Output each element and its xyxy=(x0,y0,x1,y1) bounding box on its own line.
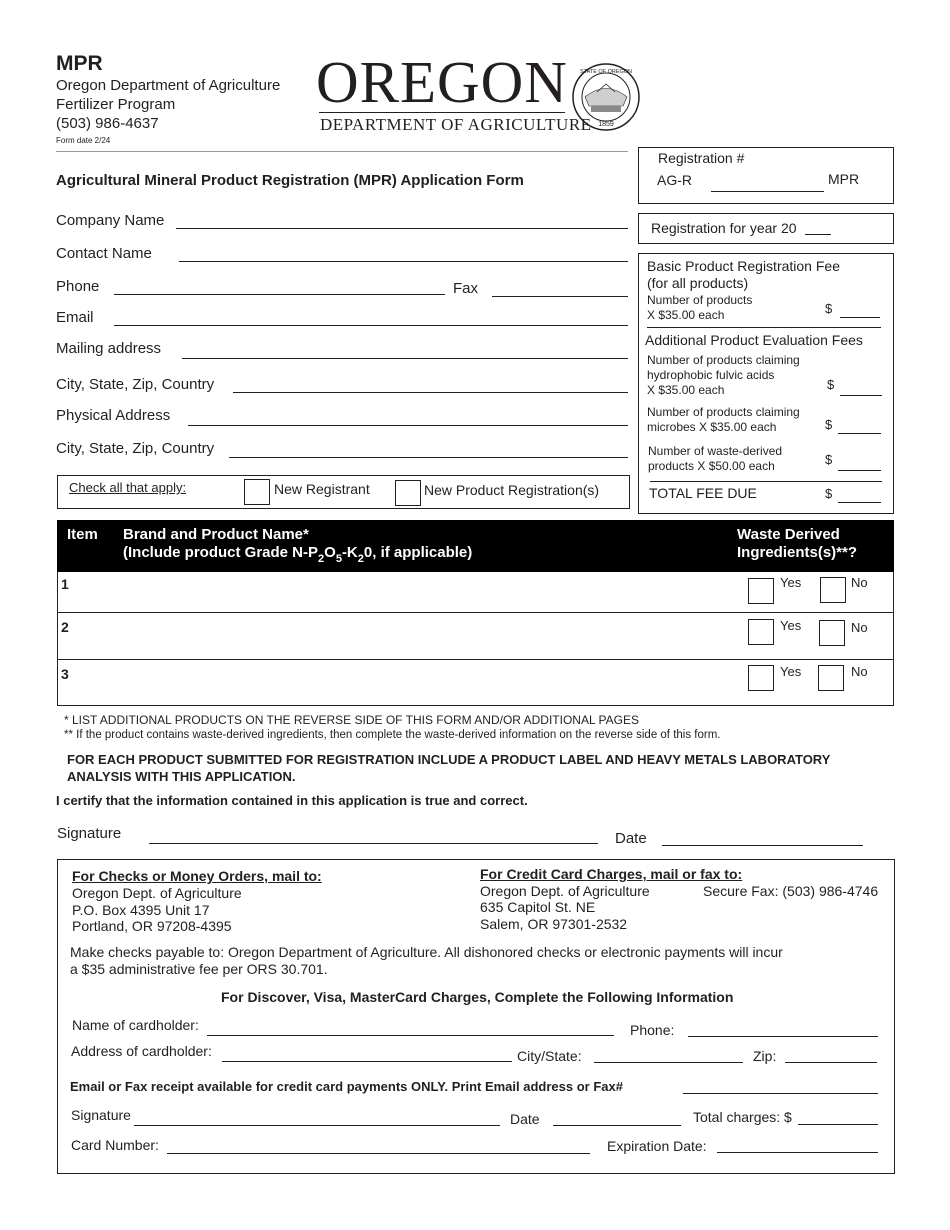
physical-city-field[interactable] xyxy=(229,457,628,458)
grade-suffix: , if applicable) xyxy=(372,544,473,561)
cardholder-name-label: Name of cardholder: xyxy=(72,1017,199,1033)
new-product-checkbox[interactable] xyxy=(395,480,421,506)
basic-rate-label: X $35.00 each xyxy=(647,308,725,322)
physical-address-label: Physical Address xyxy=(56,407,171,424)
mailing-city-label: City, State, Zip, Country xyxy=(56,376,215,393)
total-charges-field[interactable] xyxy=(798,1124,878,1125)
waste-label-1: Number of waste-derived xyxy=(648,444,783,458)
note-waste-derived: ** If the product contains waste-derived ingredients, then complete the waste-derived information on the reverse side of this form. xyxy=(64,729,721,741)
phone-label: Phone xyxy=(56,278,100,295)
brand-column-header: Brand and Product Name* xyxy=(123,526,309,543)
row-3-no-label: No xyxy=(851,664,868,679)
total-fee-label: TOTAL FEE DUE xyxy=(649,485,757,501)
cards-heading: For Discover, Visa, MasterCard Charges, Complete the Following Information xyxy=(221,989,734,1005)
form-code: MPR xyxy=(56,52,103,75)
card-date-field[interactable] xyxy=(553,1125,681,1126)
contact-name-field[interactable] xyxy=(179,261,628,262)
credit-address-3: Salem, OR 97301-2532 xyxy=(480,916,628,932)
program-name: Fertilizer Program xyxy=(56,96,176,113)
fax-label: Fax xyxy=(453,280,479,297)
mailing-address-label: Mailing address xyxy=(56,340,162,357)
contact-name-label: Contact Name xyxy=(56,245,152,262)
waste-label-2: products X $50.00 each xyxy=(648,459,775,473)
company-name-field[interactable] xyxy=(176,228,628,229)
grade-o: O xyxy=(324,544,336,561)
checks-address-1: Oregon Dept. of Agriculture xyxy=(72,885,242,901)
waste-fee-field[interactable] xyxy=(838,470,881,471)
receipt-label: Email or Fax receipt available for credit card payments ONLY. Print Email address or Fax# xyxy=(70,1079,623,1094)
row-1-product-name-field[interactable] xyxy=(120,576,720,608)
phone-field[interactable] xyxy=(114,294,445,295)
form-date: Form date 2/24 xyxy=(56,136,111,145)
total-dollar-sign: $ xyxy=(825,486,833,501)
item-column-header: Item xyxy=(67,526,98,543)
city-state-field[interactable] xyxy=(594,1062,743,1063)
seal-year: 1859 xyxy=(598,121,614,128)
row-divider-1 xyxy=(57,612,894,613)
fulvic-label-2: hydrophobic fulvic acids xyxy=(647,368,775,382)
checks-title: For Checks or Money Orders, mail to: xyxy=(72,868,322,884)
row-2-waste-yes-checkbox[interactable] xyxy=(748,619,774,645)
registration-number-label: Registration # xyxy=(658,150,745,166)
physical-address-field[interactable] xyxy=(188,425,628,426)
row-1-yes-label: Yes xyxy=(780,575,802,590)
cardholder-address-field[interactable] xyxy=(222,1061,512,1062)
row-1-no-label: No xyxy=(851,575,868,590)
microbes-fee-field[interactable] xyxy=(838,433,881,434)
email-field[interactable] xyxy=(114,325,628,326)
registration-number-field[interactable] xyxy=(711,191,824,192)
grade-prefix: (Include product Grade N-P xyxy=(123,544,319,561)
seal-text: STATE OF OREGON xyxy=(579,69,633,75)
zip-field[interactable] xyxy=(785,1062,877,1063)
row-3-waste-yes-checkbox[interactable] xyxy=(748,665,774,691)
grade-k: -K xyxy=(341,544,358,561)
fees-divider xyxy=(647,327,881,328)
additional-fees-title: Additional Product Evaluation Fees xyxy=(645,332,863,348)
mailing-address-field[interactable] xyxy=(182,358,628,359)
agency-name: Oregon Department of Agriculture xyxy=(56,77,281,94)
credit-address-2: 635 Capitol St. NE xyxy=(480,899,596,915)
credit-address-1: Oregon Dept. of Agriculture xyxy=(480,883,650,899)
cardholder-phone-label: Phone: xyxy=(630,1022,675,1038)
row-divider-2 xyxy=(57,659,894,660)
grade-sub-2b: 2 xyxy=(357,553,364,565)
checks-address-2: P.O. Box 4395 Unit 17 xyxy=(72,902,210,918)
city-state-label: City/State: xyxy=(517,1048,582,1064)
waste-dollar-sign: $ xyxy=(825,452,833,467)
new-registrant-checkbox[interactable] xyxy=(244,479,270,505)
oregon-logo-word: OREGON xyxy=(316,49,568,115)
credit-title: For Credit Card Charges, mail or fax to: xyxy=(480,866,743,882)
row-1-number: 1 xyxy=(61,576,69,592)
zip-label: Zip: xyxy=(753,1048,777,1064)
total-charges-label: Total charges: $ xyxy=(693,1109,792,1125)
card-signature-field[interactable] xyxy=(134,1125,500,1126)
microbes-label-2: microbes X $35.00 each xyxy=(647,420,777,434)
email-label: Email xyxy=(56,309,94,326)
cardholder-address-label: Address of cardholder: xyxy=(71,1043,212,1059)
notice-line-2: ANALYSIS WITH THIS APPLICATION. xyxy=(67,769,296,784)
checks-address-3: Portland, OR 97208-4395 xyxy=(72,918,232,934)
notice-line-1: FOR EACH PRODUCT SUBMITTED FOR REGISTRATION INCLUDE A PRODUCT LABEL AND HEAVY METALS LABORATORY xyxy=(67,752,831,767)
brand-column-subheader xyxy=(123,544,473,565)
registration-suffix: MPR xyxy=(828,171,860,187)
waste-column-subheader: Ingredients(s)**? xyxy=(737,544,858,561)
row-2-waste-no-checkbox[interactable] xyxy=(819,620,845,646)
row-3-yes-label: Yes xyxy=(780,664,802,679)
total-divider xyxy=(650,481,882,482)
cardholder-name-field[interactable] xyxy=(207,1035,614,1036)
expiration-label: Expiration Date: xyxy=(607,1138,707,1154)
basic-fee-subtitle: (for all products) xyxy=(647,275,749,291)
waste-column-header: Waste Derived xyxy=(737,526,840,543)
card-number-label: Card Number: xyxy=(71,1137,159,1153)
basic-dollar-sign: $ xyxy=(825,301,833,316)
row-2-product-name-field[interactable] xyxy=(120,617,720,655)
card-signature-label: Signature xyxy=(71,1107,131,1123)
receipt-field[interactable] xyxy=(683,1093,878,1094)
fax-field[interactable] xyxy=(492,296,628,297)
row-3-number: 3 xyxy=(61,666,69,682)
header-divider xyxy=(56,151,628,152)
note-additional-products: * LIST ADDITIONAL PRODUCTS ON THE REVERSE SIDE OF THIS FORM AND/OR ADDITIONAL PAGES xyxy=(64,713,639,727)
certify-statement: I certify that the information contained in this application is true and correct. xyxy=(56,793,528,808)
registration-year-field[interactable] xyxy=(805,234,831,235)
date-field[interactable] xyxy=(662,845,863,846)
check-all-label: Check all that apply: xyxy=(69,480,187,495)
expiration-field[interactable] xyxy=(717,1152,878,1153)
signature-label: Signature xyxy=(57,825,122,842)
new-product-label: New Product Registration(s) xyxy=(424,482,600,498)
registration-year-label: Registration for year 20 xyxy=(651,220,797,236)
form-title: Agricultural Mineral Product Registration (MPR) Application Form xyxy=(56,172,524,189)
mailing-city-field[interactable] xyxy=(233,392,628,393)
cardholder-phone-field[interactable] xyxy=(688,1036,878,1037)
date-label: Date xyxy=(615,830,647,847)
card-date-label: Date xyxy=(510,1111,540,1127)
fulvic-fee-field[interactable] xyxy=(840,395,882,396)
row-2-yes-label: Yes xyxy=(780,618,802,633)
logo-rule xyxy=(319,112,565,113)
row-3-waste-no-checkbox[interactable] xyxy=(818,665,844,691)
basic-fee-title: Basic Product Registration Fee xyxy=(647,258,840,274)
microbes-label-1: Number of products claiming xyxy=(647,405,800,419)
payable-line-2: a $35 administrative fee per ORS 30.701. xyxy=(70,961,328,977)
secure-fax: Secure Fax: (503) 986-4746 xyxy=(703,883,879,899)
grade-sub-5: 5 xyxy=(335,553,342,565)
fulvic-label-1: Number of products claiming xyxy=(647,353,800,367)
company-name-label: Company Name xyxy=(56,212,165,229)
grade-sub-2: 2 xyxy=(318,553,325,565)
row-1-waste-yes-checkbox[interactable] xyxy=(748,578,774,604)
basic-fee-field[interactable] xyxy=(840,317,880,318)
payable-line-1: Make checks payable to: Oregon Department of Agriculture. All dishonored checks or electronic payments will incur xyxy=(70,944,783,960)
program-phone: (503) 986-4637 xyxy=(56,115,159,132)
state-seal-icon xyxy=(571,62,641,132)
grade-zero: 0 xyxy=(363,544,373,561)
registration-prefix: AG-R xyxy=(657,172,692,188)
row-3-product-name-field[interactable] xyxy=(120,664,720,702)
row-2-number: 2 xyxy=(61,619,69,635)
total-fee-field[interactable] xyxy=(838,502,881,503)
physical-city-label: City, State, Zip, Country xyxy=(56,440,215,457)
new-registrant-label: New Registrant xyxy=(274,481,370,497)
fulvic-label-3: X $35.00 each xyxy=(647,383,725,397)
row-2-no-label: No xyxy=(851,620,868,635)
microbes-dollar-sign: $ xyxy=(825,417,833,432)
card-number-field[interactable] xyxy=(167,1153,590,1154)
oregon-logo-subtitle: DEPARTMENT OF AGRICULTURE xyxy=(320,115,592,134)
row-1-waste-no-checkbox[interactable] xyxy=(820,577,846,603)
basic-count-label: Number of products xyxy=(647,293,753,307)
signature-field[interactable] xyxy=(149,843,598,844)
fulvic-dollar-sign: $ xyxy=(827,377,835,392)
product-table-header xyxy=(57,520,894,572)
